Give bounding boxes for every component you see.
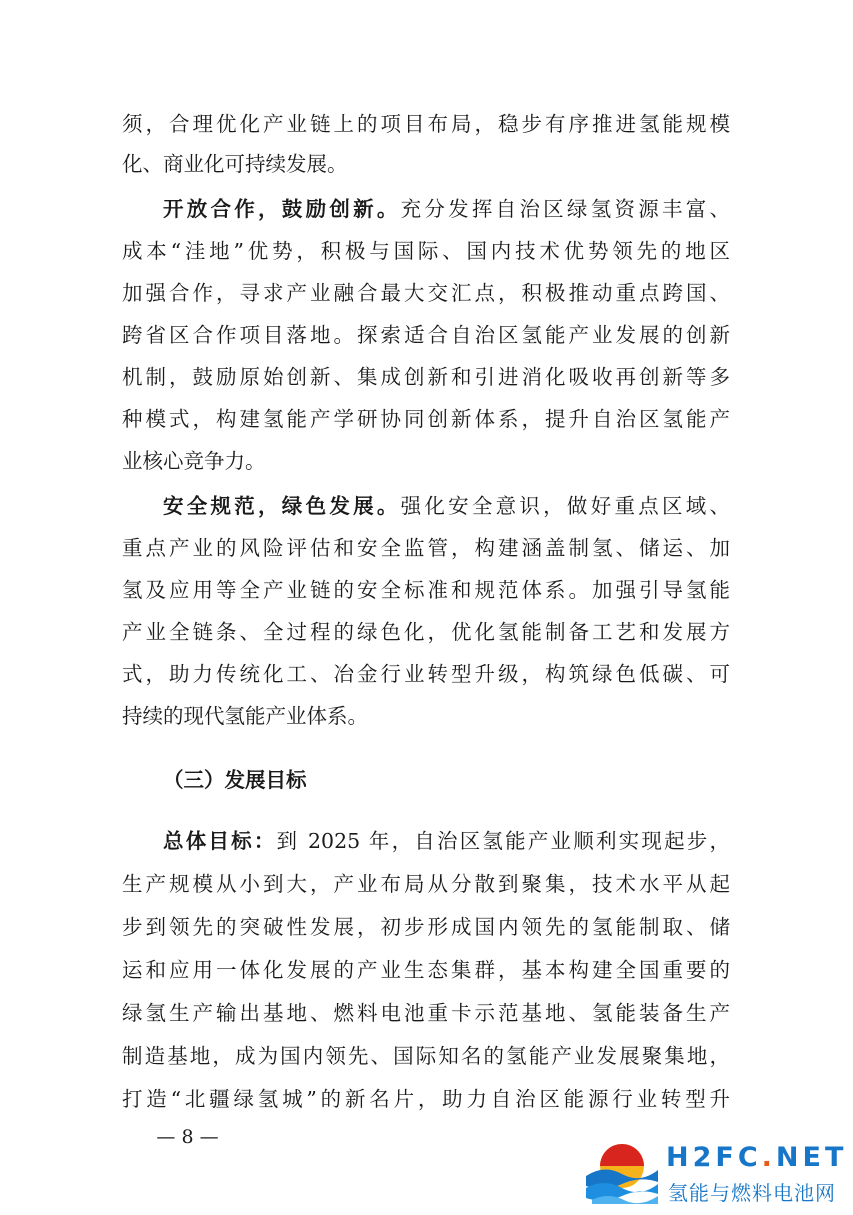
paragraph-3-line-1: [163, 492, 730, 520]
section-heading: （三）发展目标: [163, 768, 307, 792]
paragraph-2-line-1: [163, 195, 730, 223]
paragraph-2-line-6: 种模式，构建氢能产学研协同创新体系，提升自治区氢能产: [122, 407, 730, 431]
paragraph-3-line-4: 产业全链条、全过程的绿色化，优化氢能制备工艺和发展方: [122, 620, 730, 644]
page-number: — 8 —: [156, 1126, 219, 1148]
h2fc-watermark-logo: [582, 1138, 848, 1206]
paragraph-3-lead: 安全规范，绿色发展。: [163, 494, 401, 518]
paragraph-2-line-4: 跨省区合作项目落地。探索适合自治区氢能产业发展的创新: [122, 323, 730, 347]
paragraph-3-line-5: 式，助力传统化工、冶金行业转型升级，构筑绿色低碳、可: [122, 662, 730, 686]
logo-subtitle: 氢能与燃料电池网: [668, 1181, 836, 1205]
paragraph-3-line-2: 重点产业的风险评估和安全监管，构建涵盖制氢、储运、加: [122, 536, 730, 560]
paragraph-4-line-6: 制造基地，成为国内领先、国际知名的氢能产业发展聚集地，: [122, 1044, 730, 1068]
logo-tld: NET: [775, 1142, 848, 1173]
paragraph-2-line-5: 机制，鼓励原始创新、集成创新和引进消化吸收再创新等多: [122, 365, 730, 389]
paragraph-1-line-1: 须，合理优化产业链上的项目布局，稳步有序推进氢能规模: [122, 112, 730, 136]
logo-dot: .: [761, 1142, 776, 1173]
paragraph-4-line-2: 生产规模从小到大，产业布局从分散到聚集，技术水平从起: [122, 872, 730, 896]
paragraph-3-first-text: 强化安全意识，做好重点区域、: [400, 494, 730, 518]
paragraph-3-line-3: 氢及应用等全产业链的安全标准和规范体系。加强引导氢能: [122, 578, 730, 602]
paragraph-2-first-text: 充分发挥自治区绿氢资源丰富、: [400, 197, 730, 221]
paragraph-2-line-3: 加强合作，寻求产业融合最大交汇点，积极推动重点跨国、: [122, 281, 730, 305]
paragraph-4-line-7: 打造“北疆绿氢城”的新名片，助力自治区能源行业转型升: [122, 1087, 730, 1111]
paragraph-4-lead: 总体目标：: [163, 829, 277, 853]
paragraph-2-line-7: 业核心竞争力。: [122, 449, 266, 473]
paragraph-4-line-1: [163, 827, 730, 855]
logo-brand-text: [666, 1142, 847, 1173]
paragraph-4-line-5: 绿氢生产输出基地、燃料电池重卡示范基地、氢能装备生产: [122, 1001, 730, 1025]
wave-sun-icon: [582, 1138, 660, 1206]
paragraph-4-line-4: 运和应用一体化发展的产业生态集群，基本构建全国重要的: [122, 958, 730, 982]
paragraph-4-line-3: 步到领先的突破性发展，初步形成国内领先的氢能制取、储: [122, 915, 730, 939]
paragraph-2-lead: 开放合作，鼓励创新。: [163, 197, 401, 221]
logo-brand: H2FC: [666, 1142, 762, 1173]
paragraph-1-line-2: 化、商业化可持续发展。: [122, 152, 348, 176]
paragraph-4-first-text: 到 2025 年，自治区氢能产业顺利实现起步，: [276, 829, 730, 853]
paragraph-2-line-2: 成本“洼地”优势，积极与国际、国内技术优势领先的地区: [122, 239, 730, 263]
paragraph-3-line-6: 持续的现代氢能产业体系。: [122, 704, 368, 728]
